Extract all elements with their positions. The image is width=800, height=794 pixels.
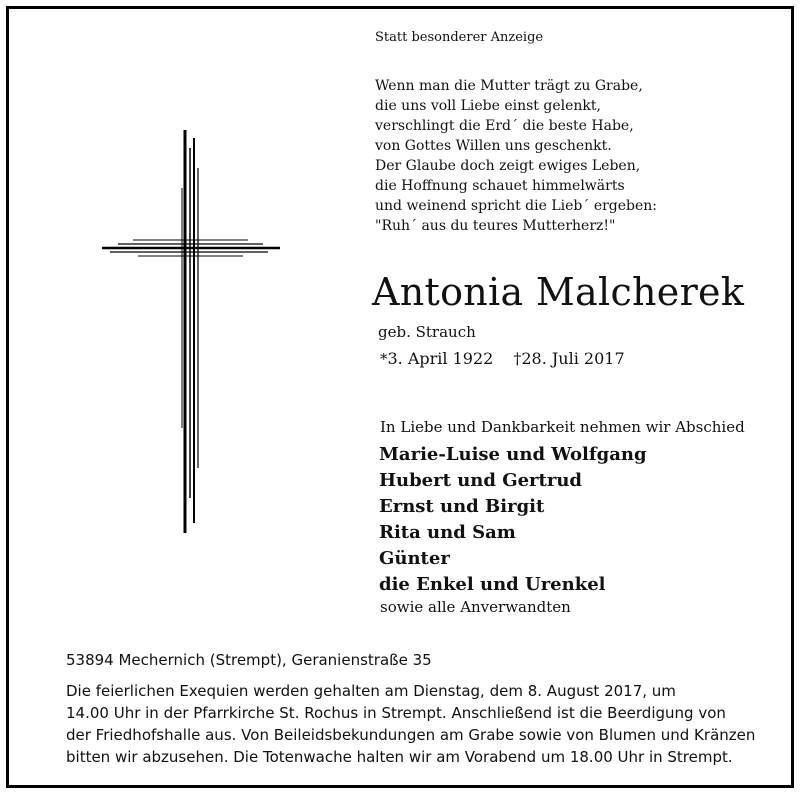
address: 53894 Mechernich (Strempt), Geranienstraße 35 xyxy=(66,651,432,669)
poem-line: die uns voll Liebe einst gelenkt, xyxy=(375,98,601,114)
service-line: Die feierlichen Exequien werden gehalten am Dienstag, dem 8. August 2017, um xyxy=(66,682,676,700)
poem-line: von Gottes Willen uns geschenkt. xyxy=(375,138,612,154)
notice-header: Statt besonderer Anzeige xyxy=(375,30,544,45)
mourner-entry: Marie-Luise und Wolfgang xyxy=(379,444,647,465)
service-line: 14.00 Uhr in der Pfarrkirche St. Rochus in Strempt. Anschließend ist die Beerdigung von xyxy=(66,704,726,722)
service-line: der Friedhofshalle aus. Von Beileidsbekundungen am Grabe sowie von Blumen und Kränzen xyxy=(66,726,756,744)
mourner-entry: Hubert und Gertrud xyxy=(379,470,583,491)
poem-line: Der Glaube doch zeigt ewiges Leben, xyxy=(375,158,641,174)
poem-line: verschlingt die Erd´ die beste Habe, xyxy=(375,118,634,134)
death-date: 28. Juli 2017 xyxy=(521,349,625,368)
poem-line: die Hoffnung schauet himmelwärts xyxy=(375,178,625,194)
birth-star-icon: * xyxy=(380,350,388,368)
mourner-entry: Rita und Sam xyxy=(379,522,516,543)
mourners-list xyxy=(379,442,647,598)
poem xyxy=(375,76,657,236)
death-cross-icon: † xyxy=(513,349,522,368)
poem-line: Wenn man die Mutter trägt zu Grabe, xyxy=(375,78,643,94)
life-dates xyxy=(380,349,625,368)
farewell-line: In Liebe und Dankbarkeit nehmen wir Abschied xyxy=(380,418,745,436)
cross-icon xyxy=(98,128,284,538)
mourner-entry: die Enkel und Urenkel xyxy=(379,574,606,595)
service-line: bitten wir abzusehen. Die Totenwache halten wir am Vorabend um 18.00 Uhr in Strempt. xyxy=(66,748,733,766)
mourner-entry: Günter xyxy=(379,548,450,569)
service-text xyxy=(66,680,755,768)
poem-line: und weinend spricht die Lieb´ ergeben: xyxy=(375,198,658,214)
relatives-line: sowie alle Anverwandten xyxy=(380,598,571,616)
mourner-entry: Ernst und Birgit xyxy=(379,496,545,517)
maiden-name: geb. Strauch xyxy=(378,323,476,341)
poem-line: "Ruh´ aus du teures Mutterherz!" xyxy=(375,218,616,234)
deceased-name: Antonia Malcherek xyxy=(372,270,745,314)
birth-date: 3. April 1922 xyxy=(387,349,494,368)
